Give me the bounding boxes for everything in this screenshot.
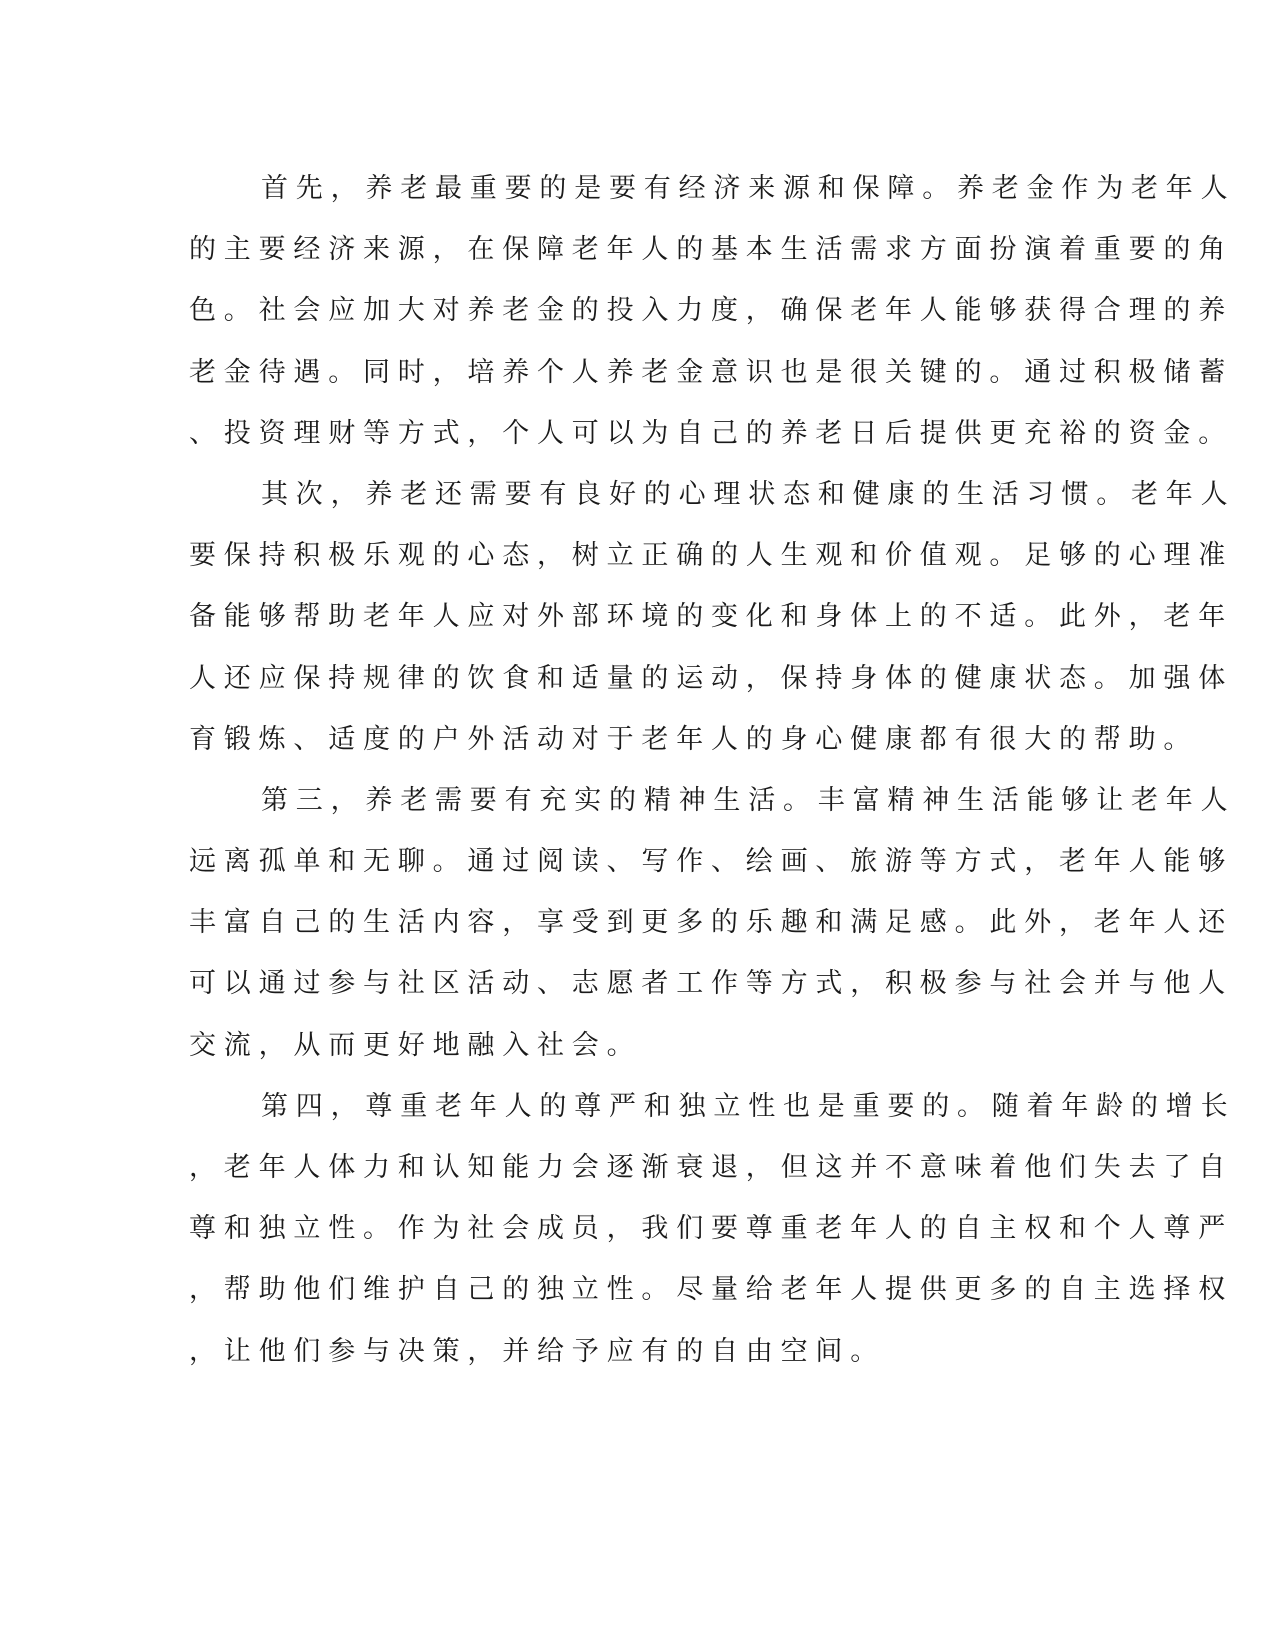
document-body <box>189 158 1236 1382</box>
paragraph-line: 交流，从而更好地融入社会。 <box>189 1029 642 1061</box>
paragraph-line: 可以通过参与社区活动、志愿者工作等方式，积极参与社会并与他人 <box>189 968 1233 1000</box>
paragraph-line: 的主要经济来源，在保障老年人的基本生活需求方面扮演着重要的角 <box>189 234 1233 266</box>
paragraph-line: ，老年人体力和认知能力会逐渐衰退，但这并不意味着他们失去了自 <box>189 1152 1233 1183</box>
paragraph-line: 丰富自己的生活内容，享受到更多的乐趣和满足感。此外，老年人还 <box>189 907 1233 939</box>
paragraph-spiritual-life <box>189 770 1236 1076</box>
paragraph-line: 要保持积极乐观的心态，树立正确的人生观和价值观。足够的心理准 <box>189 540 1233 572</box>
paragraph-line: 其次，养老还需要有良好的心理状态和健康的生活习惯。老年人 <box>261 478 1236 510</box>
paragraph-economic-security <box>189 158 1236 464</box>
paragraph-line: 远离孤单和无聊。通过阅读、写作、绘画、旅游等方式，老年人能够 <box>189 846 1233 878</box>
paragraph-line: 备能够帮助老年人应对外部环境的变化和身体上的不适。此外，老年 <box>189 601 1233 633</box>
paragraph-dignity-independence <box>189 1076 1236 1382</box>
paragraph-mental-health <box>189 464 1236 770</box>
paragraph-line: 色。社会应加大对养老金的投入力度，确保老年人能够获得合理的养 <box>189 295 1233 327</box>
paragraph-line: ，让他们参与决策，并给予应有的自由空间。 <box>189 1335 885 1367</box>
paragraph-line: 人还应保持规律的饮食和适量的运动，保持身体的健康状态。加强体 <box>189 662 1233 694</box>
paragraph-line: 首先，养老最重要的是要有经济来源和保障。养老金作为老年人 <box>261 173 1236 204</box>
paragraph-line: 育锻炼、适度的户外活动对于老年人的身心健康都有很大的帮助。 <box>189 723 1199 755</box>
paragraph-line: 第三，养老需要有充实的精神生活。丰富精神生活能够让老年人 <box>261 784 1236 816</box>
paragraph-line: 老金待遇。同时，培养个人养老金意识也是很关键的。通过积极储蓄 <box>189 356 1233 388</box>
paragraph-line: 尊和独立性。作为社会成员，我们要尊重老年人的自主权和个人尊严 <box>189 1213 1233 1245</box>
paragraph-line: 第四，尊重老年人的尊严和独立性也是重要的。随着年龄的增长 <box>261 1090 1236 1122</box>
paragraph-line: ，帮助他们维护自己的独立性。尽量给老年人提供更多的自主选择权 <box>189 1274 1233 1306</box>
paragraph-line: 、投资理财等方式，个人可以为自己的养老日后提供更充裕的资金。 <box>189 417 1233 449</box>
